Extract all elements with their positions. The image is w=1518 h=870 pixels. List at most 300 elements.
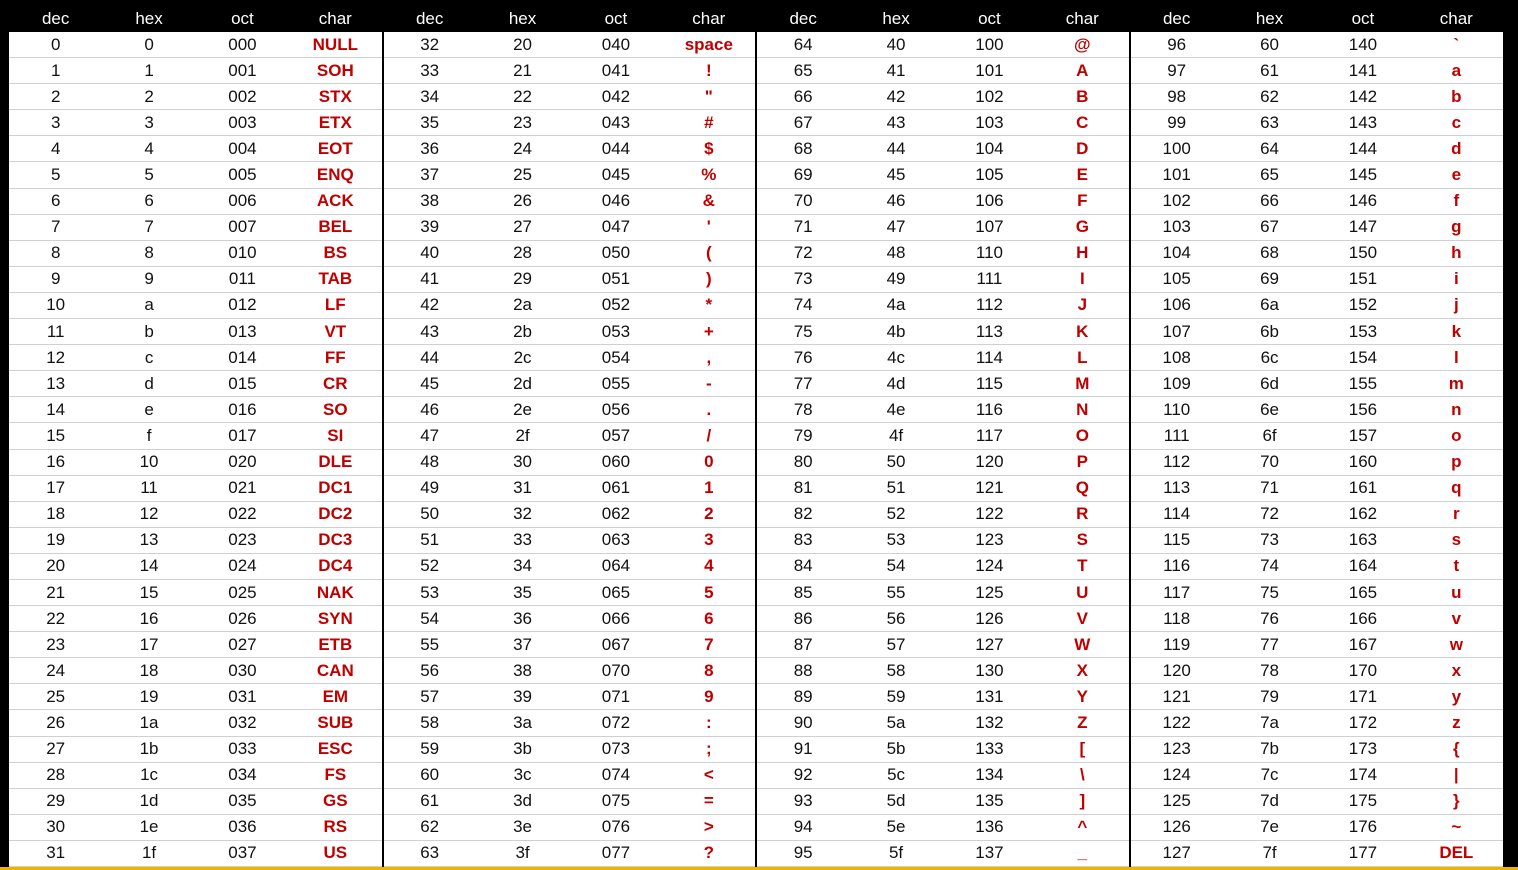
cell-oct: 052	[569, 292, 662, 318]
table-row	[9, 423, 1503, 449]
cell-hex: 1e	[102, 814, 195, 840]
cell-oct: 036	[196, 814, 289, 840]
cell-hex: 4a	[849, 292, 942, 318]
cell-oct: 173	[1316, 736, 1409, 762]
column-header-char: char	[1410, 6, 1503, 32]
cell-hex: 24	[476, 136, 569, 162]
cell-dec: 48	[383, 449, 476, 475]
cell-oct: 031	[196, 684, 289, 710]
cell-char: 7	[663, 632, 756, 658]
cell-oct: 165	[1316, 579, 1409, 605]
cell-hex: 8	[102, 240, 195, 266]
cell-hex: 58	[849, 658, 942, 684]
cell-char: <	[663, 762, 756, 788]
cell-oct: 021	[196, 475, 289, 501]
cell-char: i	[1410, 266, 1503, 292]
cell-oct: 063	[569, 527, 662, 553]
cell-dec: 16	[9, 449, 102, 475]
cell-hex: 17	[102, 632, 195, 658]
table-row	[9, 449, 1503, 475]
cell-dec: 44	[383, 345, 476, 371]
cell-oct: 001	[196, 58, 289, 84]
table-row	[9, 84, 1503, 110]
cell-dec: 14	[9, 397, 102, 423]
cell-oct: 133	[943, 736, 1036, 762]
cell-hex: 45	[849, 162, 942, 188]
cell-dec: 73	[756, 266, 849, 292]
cell-char: j	[1410, 292, 1503, 318]
cell-oct: 007	[196, 214, 289, 240]
cell-dec: 29	[9, 788, 102, 814]
cell-oct: 164	[1316, 553, 1409, 579]
cell-char: >	[663, 814, 756, 840]
cell-oct: 033	[196, 736, 289, 762]
cell-char: `	[1410, 32, 1503, 58]
cell-hex: 7a	[1223, 710, 1316, 736]
cell-oct: 060	[569, 449, 662, 475]
cell-dec: 120	[1130, 658, 1223, 684]
cell-dec: 96	[1130, 32, 1223, 58]
table-row	[9, 579, 1503, 605]
table-row	[9, 32, 1503, 58]
cell-char: D	[1036, 136, 1129, 162]
cell-hex: 57	[849, 632, 942, 658]
cell-oct: 120	[943, 449, 1036, 475]
cell-char: B	[1036, 84, 1129, 110]
cell-char: 9	[663, 684, 756, 710]
cell-oct: 076	[569, 814, 662, 840]
cell-hex: 6b	[1223, 319, 1316, 345]
cell-dec: 8	[9, 240, 102, 266]
cell-char: -	[663, 371, 756, 397]
cell-hex: 6e	[1223, 397, 1316, 423]
cell-char: d	[1410, 136, 1503, 162]
cell-dec: 97	[1130, 58, 1223, 84]
cell-hex: 30	[476, 449, 569, 475]
cell-char: 3	[663, 527, 756, 553]
cell-char: c	[1410, 110, 1503, 136]
cell-char: DC2	[289, 501, 382, 527]
cell-oct: 146	[1316, 188, 1409, 214]
cell-char: ^	[1036, 814, 1129, 840]
cell-dec: 5	[9, 162, 102, 188]
cell-dec: 13	[9, 371, 102, 397]
cell-oct: 003	[196, 110, 289, 136]
cell-hex: 49	[849, 266, 942, 292]
column-header-oct: oct	[1316, 6, 1409, 32]
cell-char: E	[1036, 162, 1129, 188]
cell-oct: 025	[196, 579, 289, 605]
table-row	[9, 840, 1503, 866]
cell-oct: 123	[943, 527, 1036, 553]
cell-char: 1	[663, 475, 756, 501]
cell-oct: 034	[196, 762, 289, 788]
column-header-char: char	[289, 6, 382, 32]
table-header	[9, 6, 1503, 32]
cell-char: p	[1410, 449, 1503, 475]
cell-hex: 11	[102, 475, 195, 501]
cell-hex: 21	[476, 58, 569, 84]
cell-dec: 71	[756, 214, 849, 240]
cell-dec: 21	[9, 579, 102, 605]
cell-char: ?	[663, 840, 756, 866]
table-row	[9, 606, 1503, 632]
cell-char: CAN	[289, 658, 382, 684]
cell-char: DC1	[289, 475, 382, 501]
cell-hex: 29	[476, 266, 569, 292]
cell-dec: 124	[1130, 762, 1223, 788]
cell-hex: 1f	[102, 840, 195, 866]
cell-oct: 106	[943, 188, 1036, 214]
cell-char: DC4	[289, 553, 382, 579]
cell-char: FF	[289, 345, 382, 371]
cell-dec: 62	[383, 814, 476, 840]
cell-dec: 18	[9, 501, 102, 527]
cell-hex: 79	[1223, 684, 1316, 710]
cell-oct: 112	[943, 292, 1036, 318]
cell-char: ,	[663, 345, 756, 371]
cell-char: b	[1410, 84, 1503, 110]
cell-oct: 040	[569, 32, 662, 58]
cell-hex: 4f	[849, 423, 942, 449]
cell-hex: 28	[476, 240, 569, 266]
cell-dec: 89	[756, 684, 849, 710]
cell-char: space	[663, 32, 756, 58]
cell-hex: 60	[1223, 32, 1316, 58]
cell-dec: 127	[1130, 840, 1223, 866]
cell-oct: 043	[569, 110, 662, 136]
cell-hex: 1b	[102, 736, 195, 762]
cell-dec: 111	[1130, 423, 1223, 449]
cell-dec: 32	[383, 32, 476, 58]
cell-dec: 110	[1130, 397, 1223, 423]
cell-char: o	[1410, 423, 1503, 449]
cell-dec: 107	[1130, 319, 1223, 345]
table-row	[9, 710, 1503, 736]
cell-hex: 2b	[476, 319, 569, 345]
cell-hex: 20	[476, 32, 569, 58]
cell-hex: 4e	[849, 397, 942, 423]
cell-dec: 78	[756, 397, 849, 423]
column-header-oct: oct	[569, 6, 662, 32]
cell-hex: 51	[849, 475, 942, 501]
cell-dec: 7	[9, 214, 102, 240]
cell-hex: c	[102, 345, 195, 371]
cell-char: FS	[289, 762, 382, 788]
cell-dec: 103	[1130, 214, 1223, 240]
cell-oct: 057	[569, 423, 662, 449]
cell-dec: 50	[383, 501, 476, 527]
cell-oct: 172	[1316, 710, 1409, 736]
cell-char: SO	[289, 397, 382, 423]
cell-oct: 134	[943, 762, 1036, 788]
cell-hex: 13	[102, 527, 195, 553]
cell-hex: 38	[476, 658, 569, 684]
cell-oct: 071	[569, 684, 662, 710]
cell-hex: e	[102, 397, 195, 423]
cell-hex: 10	[102, 449, 195, 475]
cell-dec: 0	[9, 32, 102, 58]
cell-dec: 101	[1130, 162, 1223, 188]
cell-oct: 103	[943, 110, 1036, 136]
cell-char: R	[1036, 501, 1129, 527]
cell-oct: 027	[196, 632, 289, 658]
cell-hex: 27	[476, 214, 569, 240]
table-row	[9, 501, 1503, 527]
cell-oct: 157	[1316, 423, 1409, 449]
cell-dec: 84	[756, 553, 849, 579]
table-row	[9, 527, 1503, 553]
cell-oct: 055	[569, 371, 662, 397]
table-row	[9, 788, 1503, 814]
cell-oct: 075	[569, 788, 662, 814]
cell-oct: 030	[196, 658, 289, 684]
ascii-table	[9, 6, 1503, 867]
cell-hex: 4b	[849, 319, 942, 345]
cell-char: G	[1036, 214, 1129, 240]
cell-char: 4	[663, 553, 756, 579]
cell-char: U	[1036, 579, 1129, 605]
cell-char: CR	[289, 371, 382, 397]
cell-dec: 33	[383, 58, 476, 84]
cell-char: GS	[289, 788, 382, 814]
cell-hex: 14	[102, 553, 195, 579]
cell-char: /	[663, 423, 756, 449]
cell-dec: 36	[383, 136, 476, 162]
cell-hex: 3	[102, 110, 195, 136]
cell-dec: 94	[756, 814, 849, 840]
cell-char: NAK	[289, 579, 382, 605]
cell-char: M	[1036, 371, 1129, 397]
cell-oct: 066	[569, 606, 662, 632]
cell-dec: 10	[9, 292, 102, 318]
table-row	[9, 658, 1503, 684]
table-row	[9, 58, 1503, 84]
cell-oct: 051	[569, 266, 662, 292]
cell-hex: 77	[1223, 632, 1316, 658]
cell-dec: 68	[756, 136, 849, 162]
cell-dec: 72	[756, 240, 849, 266]
cell-hex: 44	[849, 136, 942, 162]
cell-hex: 19	[102, 684, 195, 710]
cell-oct: 175	[1316, 788, 1409, 814]
cell-dec: 95	[756, 840, 849, 866]
cell-char: W	[1036, 632, 1129, 658]
cell-char: SYN	[289, 606, 382, 632]
cell-oct: 065	[569, 579, 662, 605]
header-row	[9, 6, 1503, 32]
cell-dec: 80	[756, 449, 849, 475]
cell-dec: 6	[9, 188, 102, 214]
cell-dec: 52	[383, 553, 476, 579]
cell-char: EOT	[289, 136, 382, 162]
cell-hex: 59	[849, 684, 942, 710]
cell-oct: 044	[569, 136, 662, 162]
cell-hex: 7	[102, 214, 195, 240]
cell-char: RS	[289, 814, 382, 840]
cell-hex: 47	[849, 214, 942, 240]
cell-oct: 167	[1316, 632, 1409, 658]
cell-oct: 143	[1316, 110, 1409, 136]
cell-dec: 46	[383, 397, 476, 423]
cell-hex: 65	[1223, 162, 1316, 188]
cell-char: 8	[663, 658, 756, 684]
cell-oct: 004	[196, 136, 289, 162]
cell-dec: 119	[1130, 632, 1223, 658]
cell-char: ETX	[289, 110, 382, 136]
cell-hex: 3a	[476, 710, 569, 736]
cell-oct: 147	[1316, 214, 1409, 240]
cell-dec: 104	[1130, 240, 1223, 266]
cell-dec: 108	[1130, 345, 1223, 371]
cell-dec: 79	[756, 423, 849, 449]
cell-dec: 82	[756, 501, 849, 527]
cell-oct: 127	[943, 632, 1036, 658]
cell-dec: 67	[756, 110, 849, 136]
cell-char: TAB	[289, 266, 382, 292]
cell-char: H	[1036, 240, 1129, 266]
cell-oct: 177	[1316, 840, 1409, 866]
cell-oct: 000	[196, 32, 289, 58]
cell-hex: 6a	[1223, 292, 1316, 318]
cell-dec: 47	[383, 423, 476, 449]
cell-hex: 7c	[1223, 762, 1316, 788]
cell-oct: 150	[1316, 240, 1409, 266]
cell-dec: 45	[383, 371, 476, 397]
cell-char: m	[1410, 371, 1503, 397]
cell-dec: 65	[756, 58, 849, 84]
cell-hex: 5a	[849, 710, 942, 736]
cell-hex: 61	[1223, 58, 1316, 84]
cell-char: [	[1036, 736, 1129, 762]
cell-dec: 77	[756, 371, 849, 397]
cell-char: t	[1410, 553, 1503, 579]
cell-oct: 047	[569, 214, 662, 240]
cell-char: J	[1036, 292, 1129, 318]
cell-char: ]	[1036, 788, 1129, 814]
cell-char: @	[1036, 32, 1129, 58]
cell-hex: 75	[1223, 579, 1316, 605]
cell-hex: 31	[476, 475, 569, 501]
cell-oct: 101	[943, 58, 1036, 84]
cell-oct: 035	[196, 788, 289, 814]
cell-dec: 126	[1130, 814, 1223, 840]
cell-dec: 75	[756, 319, 849, 345]
cell-hex: 5d	[849, 788, 942, 814]
cell-char: &	[663, 188, 756, 214]
cell-oct: 061	[569, 475, 662, 501]
column-header-dec: dec	[383, 6, 476, 32]
cell-char: VT	[289, 319, 382, 345]
cell-char: F	[1036, 188, 1129, 214]
cell-char: L	[1036, 345, 1129, 371]
cell-hex: b	[102, 319, 195, 345]
cell-dec: 17	[9, 475, 102, 501]
cell-dec: 25	[9, 684, 102, 710]
cell-dec: 122	[1130, 710, 1223, 736]
cell-dec: 22	[9, 606, 102, 632]
cell-oct: 142	[1316, 84, 1409, 110]
cell-hex: 72	[1223, 501, 1316, 527]
table-row	[9, 110, 1503, 136]
cell-char: x	[1410, 658, 1503, 684]
cell-hex: 36	[476, 606, 569, 632]
cell-char: X	[1036, 658, 1129, 684]
cell-hex: 1	[102, 58, 195, 84]
cell-dec: 125	[1130, 788, 1223, 814]
cell-oct: 070	[569, 658, 662, 684]
cell-char: :	[663, 710, 756, 736]
cell-char: BS	[289, 240, 382, 266]
cell-dec: 83	[756, 527, 849, 553]
cell-oct: 073	[569, 736, 662, 762]
cell-hex: 43	[849, 110, 942, 136]
cell-hex: 7b	[1223, 736, 1316, 762]
cell-oct: 006	[196, 188, 289, 214]
cell-dec: 51	[383, 527, 476, 553]
cell-dec: 70	[756, 188, 849, 214]
cell-dec: 123	[1130, 736, 1223, 762]
cell-hex: 64	[1223, 136, 1316, 162]
cell-hex: a	[102, 292, 195, 318]
cell-oct: 074	[569, 762, 662, 788]
cell-oct: 013	[196, 319, 289, 345]
cell-dec: 35	[383, 110, 476, 136]
cell-oct: 114	[943, 345, 1036, 371]
cell-hex: 70	[1223, 449, 1316, 475]
cell-hex: d	[102, 371, 195, 397]
cell-dec: 23	[9, 632, 102, 658]
cell-hex: 23	[476, 110, 569, 136]
cell-char: 6	[663, 606, 756, 632]
cell-hex: 3e	[476, 814, 569, 840]
cell-dec: 93	[756, 788, 849, 814]
cell-hex: 4c	[849, 345, 942, 371]
cell-hex: 3b	[476, 736, 569, 762]
cell-char: 0	[663, 449, 756, 475]
cell-hex: 6	[102, 188, 195, 214]
cell-oct: 130	[943, 658, 1036, 684]
cell-oct: 011	[196, 266, 289, 292]
cell-hex: 76	[1223, 606, 1316, 632]
cell-dec: 81	[756, 475, 849, 501]
column-header-hex: hex	[476, 6, 569, 32]
cell-oct: 154	[1316, 345, 1409, 371]
cell-dec: 53	[383, 579, 476, 605]
cell-dec: 86	[756, 606, 849, 632]
cell-char: y	[1410, 684, 1503, 710]
cell-oct: 160	[1316, 449, 1409, 475]
column-header-hex: hex	[102, 6, 195, 32]
cell-hex: 25	[476, 162, 569, 188]
cell-oct: 105	[943, 162, 1036, 188]
table-row	[9, 266, 1503, 292]
cell-oct: 072	[569, 710, 662, 736]
cell-char: z	[1410, 710, 1503, 736]
cell-char: V	[1036, 606, 1129, 632]
cell-dec: 76	[756, 345, 849, 371]
cell-char: =	[663, 788, 756, 814]
cell-oct: 053	[569, 319, 662, 345]
cell-hex: f	[102, 423, 195, 449]
cell-oct: 171	[1316, 684, 1409, 710]
cell-hex: 7e	[1223, 814, 1316, 840]
cell-oct: 054	[569, 345, 662, 371]
cell-oct: 022	[196, 501, 289, 527]
cell-oct: 151	[1316, 266, 1409, 292]
cell-oct: 045	[569, 162, 662, 188]
cell-char: ENQ	[289, 162, 382, 188]
